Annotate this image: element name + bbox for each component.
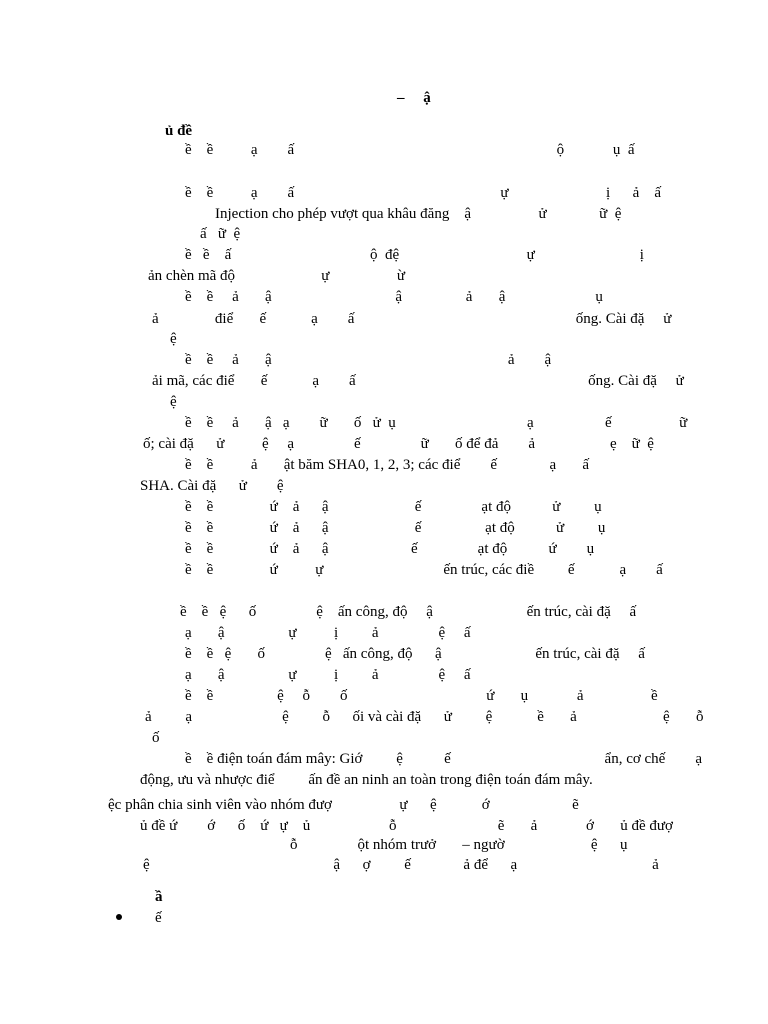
topic-line-16: SHA. Cài đặ ử ệ bbox=[140, 478, 284, 494]
topic-line-26: ả ạ ệ ỗ ối và cài đặ ử ệ ề ả ệ ỗ bbox=[145, 709, 704, 725]
topic-line-21: ề ề ệ ố ệ ấn công, độ ậ ến trúc, cài đặ ấ bbox=[180, 604, 637, 620]
topic-line-9: ệ bbox=[170, 331, 177, 347]
topic-line-12: ệ bbox=[170, 394, 177, 410]
topic-line-11: ải mã, các điể ế ạ ấ ống. Cài đặ ử bbox=[152, 373, 684, 389]
grouping-line-2: ủ đề ứ ớ ố ứ ự ủ ỗ ẽ ả ớ ủ đề đượ bbox=[140, 818, 673, 834]
topic-line-20: ề ề ứ ự ến trúc, các điề ế ạ ấ bbox=[185, 562, 663, 578]
topic-line-5: ề ề ấ ộ đệ ự ị bbox=[185, 247, 644, 263]
topic-line-10: ề ề ả ậ ả ậ bbox=[185, 352, 552, 368]
topic-line-17: ề ề ứ ả ậ ế ạt độ ử ụ bbox=[185, 499, 602, 515]
topic-line-13: ề ề ả ậ ạ ữ ố ử ụ ạ ế ữ bbox=[185, 415, 688, 431]
grouping-line-3: ỗ ột nhóm trưở – ngườ ệ ụ bbox=[290, 837, 628, 853]
grouping-line-1: ệc phân chia sinh viên vào nhóm đượ ự ệ ớ ẽ bbox=[108, 797, 579, 813]
topic-line-23: ề ề ệ ố ệ ấn công, độ ậ ến trúc, cài đặ ấ bbox=[185, 646, 645, 662]
topic-line-25: ề ề ệ ỗ ố ứ ụ ả ề bbox=[185, 688, 658, 704]
topic-line-15: ề ề ả ật băm SHA0, 1, 2, 3; các điể ế ạ ấ bbox=[185, 457, 590, 473]
topic-line-2: ề ề ạ ấ ự ị ả ấ bbox=[185, 185, 661, 201]
topic-line-3: Injection cho phép vượt qua khâu đăng ậ ử ữ ệ bbox=[215, 206, 622, 222]
topic-line-24: ạ ậ ự ị ả ệ ấ bbox=[185, 667, 471, 683]
requirements-heading: ầ bbox=[155, 889, 163, 905]
section-heading: ủ đề bbox=[165, 123, 193, 139]
topic-line-14: ố; cài đặ ử ệ ạ ế ữ ố để đả ả ẹ ữ ệ bbox=[143, 436, 654, 452]
topic-line-7: ề ề ả ậ ậ ả ậ ụ bbox=[185, 289, 603, 305]
topic-line-18: ề ề ứ ả ậ ế ạt độ ử ụ bbox=[185, 520, 606, 536]
topic-line-28: ề ề điện toán đám mây: Giớ ệ ế ẩn, cơ chế ạ bbox=[185, 751, 703, 767]
topic-line-27: ố bbox=[152, 730, 160, 746]
topic-line-6: ản chèn mã độ ự ừ bbox=[148, 268, 406, 284]
topic-line-8: ả điể ế ạ ấ ống. Cài đặ ử bbox=[152, 311, 672, 327]
document-title: – ậ bbox=[397, 90, 431, 106]
topic-line-19: ề ề ứ ả ậ ế ạt độ ứ ụ bbox=[185, 541, 595, 557]
topic-line-4: ấ ữ ệ bbox=[200, 226, 241, 242]
topic-line-29: động, ưu và nhược điể ấn đề an ninh an toàn trong điện toán đám mây. bbox=[140, 772, 593, 788]
topic-line-22: ạ ậ ự ị ả ệ ấ bbox=[185, 625, 471, 641]
bullet-icon bbox=[116, 914, 122, 920]
bullet-item: ế bbox=[155, 910, 162, 926]
topic-line-1: ề ề ạ ấ ộ ụ ấ bbox=[185, 142, 635, 158]
grouping-line-4: ệ ậ ợ ế ả để ạ ả bbox=[143, 857, 659, 873]
